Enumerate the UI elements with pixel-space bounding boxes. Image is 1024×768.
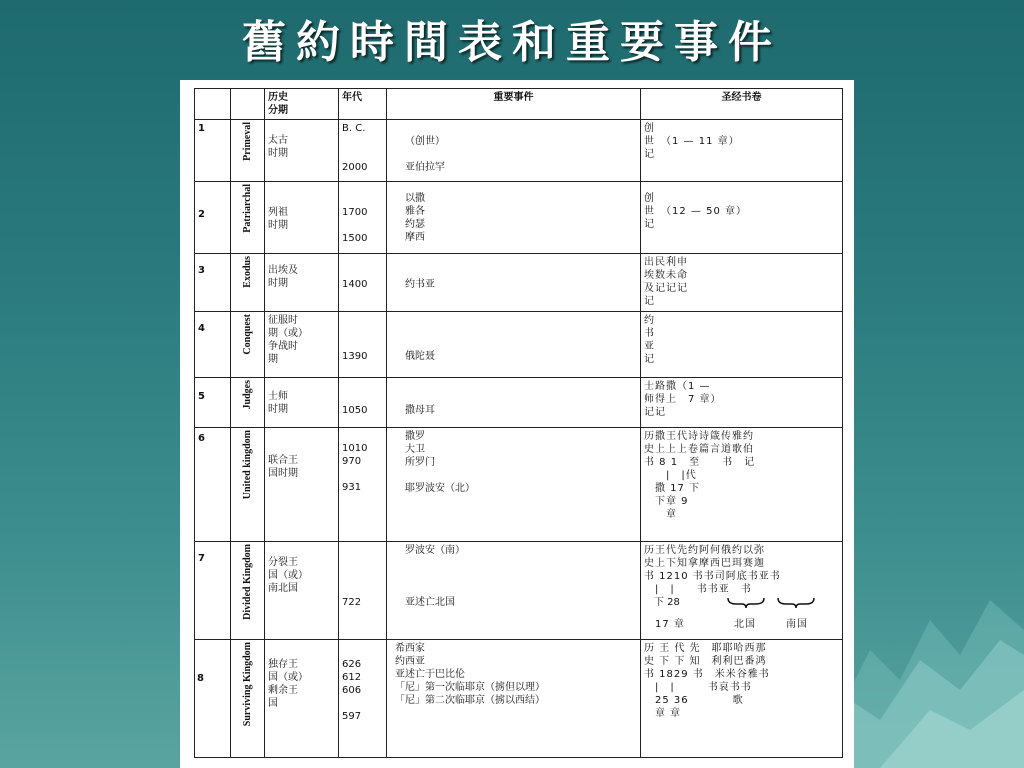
period-cell: 太古 时期 (265, 120, 339, 182)
row-number: 2 (195, 182, 231, 254)
period-cell: 士师 时期 (265, 378, 339, 428)
period-en-cell (231, 428, 265, 542)
timeline-table-image (180, 80, 854, 768)
period-en-label: Judges (242, 380, 253, 410)
period-en-cell (231, 378, 265, 428)
books-cell: 创 世 （1 — 11 章） 记 (641, 120, 843, 182)
books-cell: 历撒王代诗诗箴传雅约 史上上上卷篇言道歌伯 书 8 1 至 书 记 | |代 撒 17 下 下章 9 章 (641, 428, 843, 542)
row-number: 3 (195, 254, 231, 312)
period-en-cell (231, 640, 265, 758)
period-en-label: Exodus (242, 256, 253, 288)
table-row (195, 120, 843, 182)
period-cell: 征服时 期（或） 争战时 期 (265, 312, 339, 378)
period-en-label: Conquest (242, 314, 253, 355)
period-en-label: Patriarchal (242, 184, 253, 233)
row-number: 6 (195, 428, 231, 542)
row-number: 7 (195, 542, 231, 640)
books-cell: 士路撒（1 — 师得上 7 章） 记记 (641, 378, 843, 428)
south-kingdom-label: 南国 (786, 619, 808, 630)
table-row (195, 182, 843, 254)
period-en-cell (231, 182, 265, 254)
brace-labels: 17 章 北国 南国 (644, 619, 808, 630)
books-cell: 历 王 代 先 耶耶哈西那 史 下 下 知 利利巴番鸿 书 1829 书 米米谷雅书 | | 书哀书书 25 36 歌 章 章 (641, 640, 843, 758)
period-en-label: Surviving Kingdom (242, 642, 253, 727)
row-number: 8 (195, 640, 231, 758)
table-row (195, 640, 843, 758)
brace-group: 下 28 (644, 596, 839, 618)
row-number: 1 (195, 120, 231, 182)
header-num (195, 89, 231, 120)
table-header-row (195, 89, 843, 120)
year-cell: 1010 970 931 (339, 428, 387, 542)
books-cell: 出民利申 埃数未命 及记记记 记 (641, 254, 843, 312)
north-kingdom-label: 北国 (734, 619, 756, 630)
header-events: 重要事件 (387, 89, 641, 120)
slide-title: 舊約時間表和重要事件 (242, 17, 782, 68)
events-cell: 约书亚 (387, 254, 641, 312)
table-row (195, 312, 843, 378)
events-cell: 希西家 约西亚 亚述亡于巴比伦 「尼」第一次临耶京（掳但以理） 「尼」第二次临耶京（掳以西结） (387, 640, 641, 758)
row-number: 5 (195, 378, 231, 428)
table-row (195, 542, 843, 640)
books-cell: 创 世 （12 — 50 章） 记 (641, 182, 843, 254)
period-cell: 出埃及 时期 (265, 254, 339, 312)
period-en-cell (231, 254, 265, 312)
events-cell: 俄陀聂 (387, 312, 641, 378)
events-cell: 以撒 雅各 约瑟 摩西 (387, 182, 641, 254)
header-period: 历史 分期 (265, 89, 339, 120)
books-cell: 约 书 亚 记 (641, 312, 843, 378)
period-en-label: Divided Kingdom (242, 544, 253, 620)
period-en-cell (231, 120, 265, 182)
header-period-en (231, 89, 265, 120)
brace-icon (726, 596, 843, 610)
year-cell: 722 (339, 542, 387, 640)
period-cell: 分裂王 国（或） 南北国 (265, 542, 339, 640)
header-year: 年代 (339, 89, 387, 120)
period-en-label: United kingdom (242, 430, 253, 500)
table-row (195, 428, 843, 542)
events-cell: （创世） 亚伯拉罕 (387, 120, 641, 182)
period-cell: 联合王 国时期 (265, 428, 339, 542)
header-books: 圣经书卷 (641, 89, 843, 120)
events-cell: 撒罗 大卫 所罗门 耶罗波安（北） (387, 428, 641, 542)
year-cell: B. C. 2000 (339, 120, 387, 182)
year-cell: 626 612 606 597 (339, 640, 387, 758)
events-cell: 罗波安（南） 亚述亡北国 (387, 542, 641, 640)
year-cell: 1390 (339, 312, 387, 378)
year-cell: 1400 (339, 254, 387, 312)
year-cell: 1050 (339, 378, 387, 428)
books-cell: 历王代先约阿何俄约以弥 史上下知拿摩西巴珥赛迦 书 1210 书书司阿底书亚书 | | 书书亚 书 下 28 17 章 北国 南国 (641, 542, 843, 640)
events-cell: 撒母耳 (387, 378, 641, 428)
table-row (195, 378, 843, 428)
period-cell: 独存王 国（或） 剩余王 国 (265, 640, 339, 758)
period-en-cell (231, 312, 265, 378)
period-en-cell (231, 542, 265, 640)
period-en-label: Primeval (242, 122, 253, 161)
period-cell: 列祖 时期 (265, 182, 339, 254)
row-number: 4 (195, 312, 231, 378)
timeline-table (194, 88, 843, 758)
year-cell: 1700 1500 (339, 182, 387, 254)
table-row (195, 254, 843, 312)
